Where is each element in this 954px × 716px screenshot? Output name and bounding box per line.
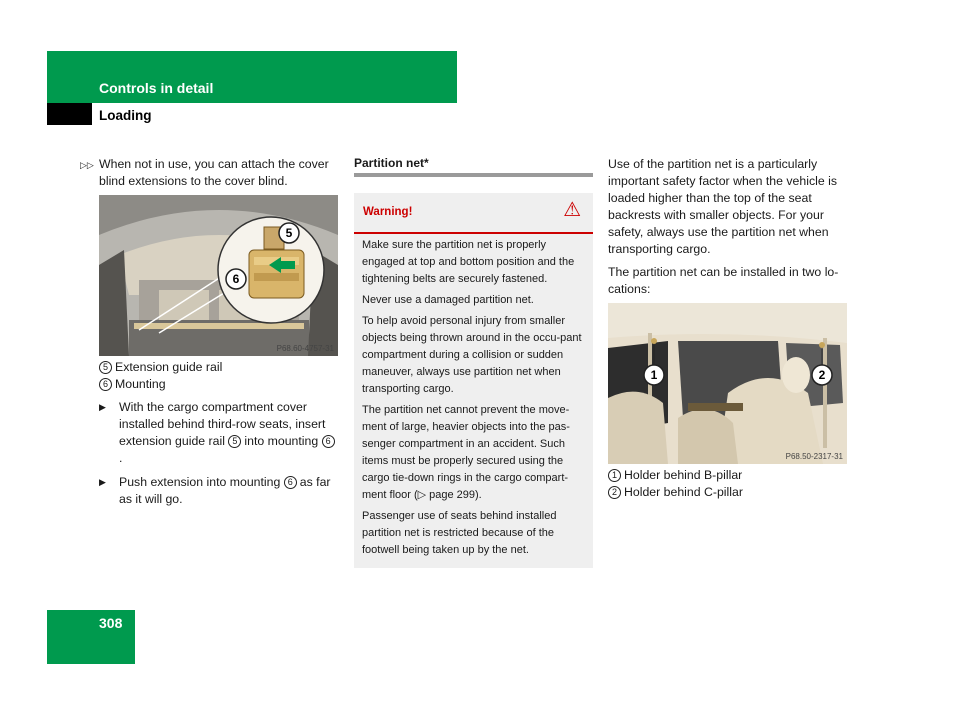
instruction-step bbox=[99, 474, 339, 508]
section-title: Controls in detail bbox=[99, 80, 214, 96]
partition-net-illustration bbox=[608, 303, 847, 464]
callout-2: 2 bbox=[818, 368, 826, 382]
step-text: Push extension into mounting 6 as far as it will go. bbox=[119, 475, 331, 506]
step-text: With the cargo compartment cover installed behind third-row seats, insert extension guide rail 5 into mounting 6. bbox=[99, 399, 339, 467]
warning-paragraph: Passenger use of seats behind installed partition net is restricted because of the footwell being taken up by the net. bbox=[362, 510, 557, 556]
legend-number: 2 bbox=[608, 486, 621, 499]
warning-paragraph: The partition net cannot prevent the move-ment of large, heavier objects into the pas-senger compartment in an accident. Such items must be properly secured using the cargo tie-down rings in the cargo compart-ment floor (▷ page 299). bbox=[362, 404, 570, 501]
ref-number: 6 bbox=[284, 476, 297, 489]
ref-number: 5 bbox=[228, 435, 241, 448]
legend-item bbox=[99, 359, 339, 376]
legend-list bbox=[99, 359, 339, 393]
subsection-title: Loading bbox=[99, 108, 152, 123]
warning-paragraph: Never use a damaged partition net. bbox=[362, 294, 534, 306]
warning-paragraph: Make sure the partition net is properly engaged at top and bottom position and the tightening belts are securely fastened. bbox=[362, 239, 575, 285]
legend-number: 1 bbox=[608, 469, 621, 482]
legend-item bbox=[99, 376, 339, 393]
locations-paragraph: The partition net can be installed in two lo-cations: bbox=[608, 265, 839, 296]
warning-title: Warning! bbox=[363, 206, 413, 218]
warning-text bbox=[362, 237, 588, 559]
warning-divider bbox=[354, 232, 593, 234]
intro-paragraph bbox=[80, 156, 342, 190]
legend-label: Extension guide rail bbox=[115, 360, 223, 374]
safety-paragraph: Use of the partition net is a particularly important safety factor when the vehicle is loaded higher than the top of the seat backrests with smaller objects. For your safety, always use the partition net when transporting cargo. bbox=[608, 157, 837, 256]
image-code: P68.60-4757-31 bbox=[276, 344, 334, 353]
image-code: P68.50-2317-31 bbox=[785, 452, 843, 461]
legend-item bbox=[608, 467, 850, 484]
legend-number: 5 bbox=[99, 361, 112, 374]
heading-rule bbox=[354, 173, 593, 177]
warning-box bbox=[354, 193, 593, 568]
partition-net-image bbox=[608, 303, 847, 464]
legend-label: Holder behind C-pillar bbox=[624, 485, 743, 499]
bullet-arrow-icon: ▶ bbox=[99, 477, 106, 487]
legend-number: 6 bbox=[99, 378, 112, 391]
legend-label: Mounting bbox=[115, 377, 166, 391]
partition-net-heading: Partition net* bbox=[354, 156, 429, 170]
warning-triangle-icon: ⚠ bbox=[563, 199, 581, 221]
ref-number: 6 bbox=[322, 435, 335, 448]
continuation-marker: ▷▷ bbox=[80, 160, 94, 170]
legend-label: Holder behind B-pillar bbox=[624, 468, 743, 482]
cargo-cover-illustration bbox=[99, 195, 338, 356]
callout-6: 6 bbox=[232, 272, 240, 286]
instruction-step bbox=[99, 399, 339, 467]
cargo-cover-image bbox=[99, 195, 338, 356]
section-tab-marker bbox=[47, 103, 92, 125]
holder-legend-list bbox=[608, 467, 850, 501]
intro-text: When not in use, you can attach the cover blind extensions to the cover blind. bbox=[99, 157, 329, 188]
legend-item bbox=[608, 484, 850, 501]
warning-paragraph: To help avoid personal injury from smaller objects being thrown around in the occu-pant compartment during a collision or sudden maneuver, always use partition net when transporting cargo. bbox=[362, 315, 582, 395]
callout-5: 5 bbox=[285, 226, 293, 240]
bullet-arrow-icon: ▶ bbox=[99, 402, 106, 412]
callout-1: 1 bbox=[650, 368, 658, 382]
page-number: 308 bbox=[99, 615, 123, 631]
